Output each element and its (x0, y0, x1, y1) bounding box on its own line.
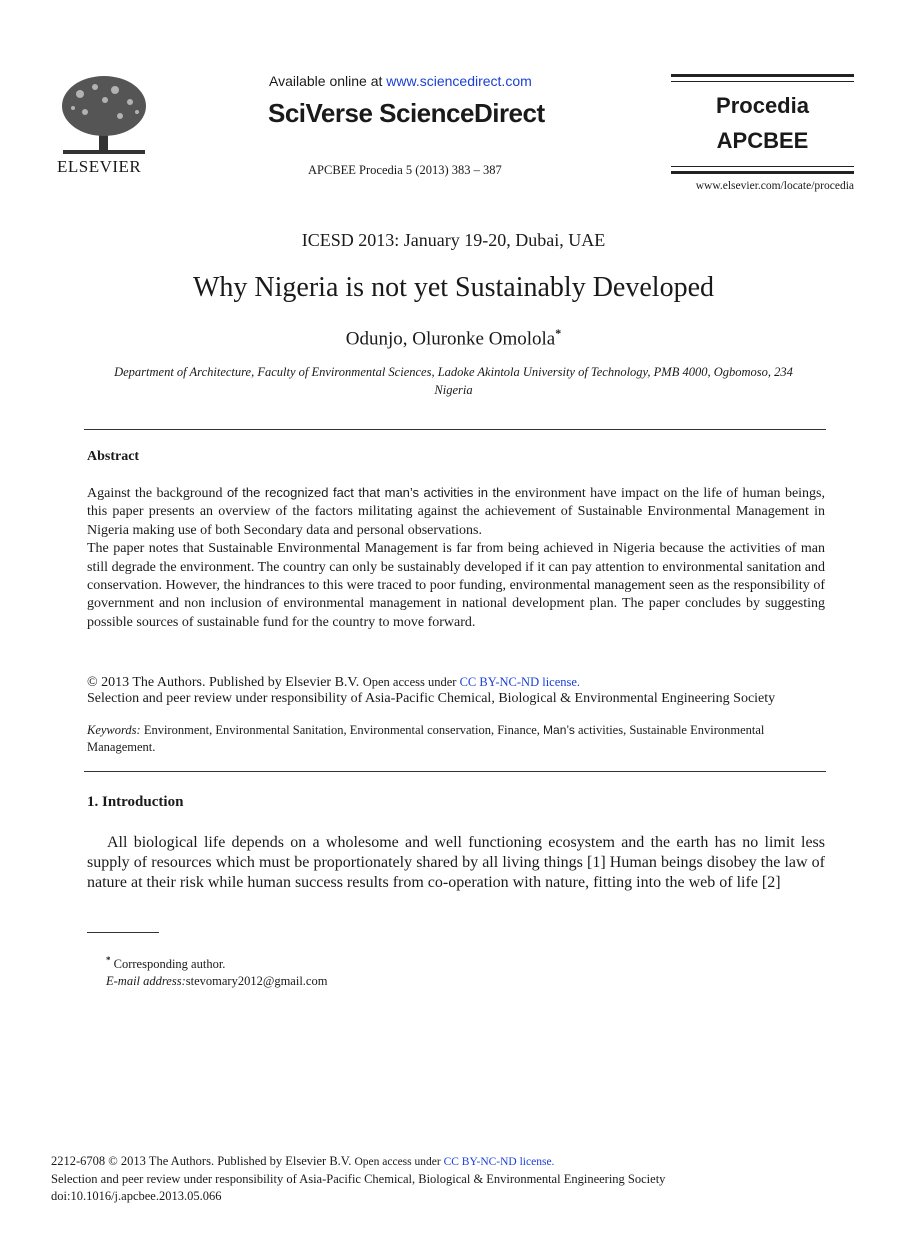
journal-box-rule-bottom2 (671, 171, 854, 174)
journal-box-rule-top (671, 74, 854, 77)
footer-copyright: 2212-6708 © 2013 The Authors. Published by Elsevier B.V. Open access under CC BY-NC-ND license. (51, 1154, 555, 1168)
paper-title: Why Nigeria is not yet Sustainably Developed (193, 272, 714, 303)
elsevier-logo (55, 72, 153, 178)
journal-reference: APCBEE Procedia 5 (2013) 383 – 387 (308, 163, 502, 177)
footer-license-link[interactable]: CC BY-NC-ND license. (443, 1156, 555, 1168)
author-name: Odunjo, Oluronke Omolola (345, 328, 556, 350)
footer-doi[interactable]: doi:10.1016/j.apcbee.2013.05.066 (51, 1189, 222, 1203)
sciencedirect-link[interactable]: www.sciencedirect.com (386, 73, 532, 89)
abstract-emphasis: of the recognized fact that man’s activities in the (226, 485, 511, 500)
abstract-paragraph-1: Against the background of the recognized fact that man’s activities in the environment have impact on the life of human beings, this paper presents an overview of the factors militating against the achievement of Sustainable Environmental Management in Nigeria making use of both Secondary data and personal observations. (87, 485, 826, 538)
author-footnote-mark[interactable]: * (555, 326, 562, 340)
abstract-paragraph-2: The paper notes that Sustainable Environmental Management is far from being achieved in Nigeria because the activities of man still degrade the environment. The country can only be sustainably developed if it can pay attention to environmental sanitation and conservation. However, the hindrances to this were traced to poor funding, environmental management seen as the responsibility of government and non inclusion of environmental management in national development plan. The paper concludes by suggesting possible sources of sustainable fund for the country to move forward. (87, 541, 825, 630)
sciencedirect-brand: SciVerse ScienceDirect (268, 98, 545, 128)
footnote-rule (87, 932, 159, 933)
abstract-heading: Abstract (87, 449, 140, 464)
journal-box-rule-bottom (671, 166, 854, 167)
conference-line: ICESD 2013: January 19-20, Dubai, UAE (301, 230, 606, 250)
footnote-email (106, 974, 327, 989)
email-label: E-mail address: (106, 974, 186, 988)
intro-paragraph: All biological life depends on a wholesome and well functioning ecosystem and the earth has no limit less supply of resources which must be proportionately shared by all living things [1] Human beings disobey the law of nature at their risk while human success results from co-operation with nature, fitting into the web of life [2] (87, 834, 825, 892)
abstract-top-rule (84, 429, 826, 430)
journal-url[interactable]: www.elsevier.com/locate/procedia (695, 180, 854, 192)
footnote-corresponding: * Corresponding author. (106, 955, 226, 972)
elsevier-wordmark: ELSEVIER (57, 157, 142, 176)
journal-name-procedia: Procedia (716, 93, 809, 118)
keywords: Keywords: Environment, Environmental Sanitation, Environmental conservation, Finance, Man’s activities, Sustainable Environmental Management. (87, 723, 765, 754)
abstract-bottom-rule (84, 771, 826, 772)
intro-heading: 1. Introduction (87, 794, 184, 810)
elsevier-tree-icon (55, 72, 153, 158)
affiliation-line-2: Nigeria (434, 383, 473, 397)
available-online: Available online at www.sciencedirect.com (269, 73, 532, 89)
affiliation (60, 363, 847, 399)
keywords-label: Keywords: (87, 723, 141, 737)
footer-peer-review: Selection and peer review under responsibility of Asia-Pacific Chemical, Biological & Environmental Engineering Society (51, 1172, 666, 1186)
journal-box-rule-top2 (671, 81, 854, 82)
author-line (0, 326, 907, 350)
peer-review-line: Selection and peer review under responsibility of Asia-Pacific Chemical, Biological & Environmental Engineering Society (87, 691, 776, 706)
footnote-mark: * (106, 955, 111, 965)
license-link[interactable]: CC BY-NC-ND license. (459, 675, 581, 689)
journal-name-apcbee: APCBEE (716, 128, 809, 153)
affiliation-line-1: Department of Architecture, Faculty of Environmental Sciences, Ladoke Akintola University of Technology, PMB 4000, Ogbomoso, 234 (114, 365, 793, 379)
footer (51, 1153, 665, 1205)
abstract-body (87, 484, 825, 632)
copyright-line: © 2013 The Authors. Published by Elsevier B.V. Open access under CC BY-NC-ND license. (87, 675, 581, 690)
email-address[interactable]: stevomary2012@gmail.com (185, 974, 328, 988)
